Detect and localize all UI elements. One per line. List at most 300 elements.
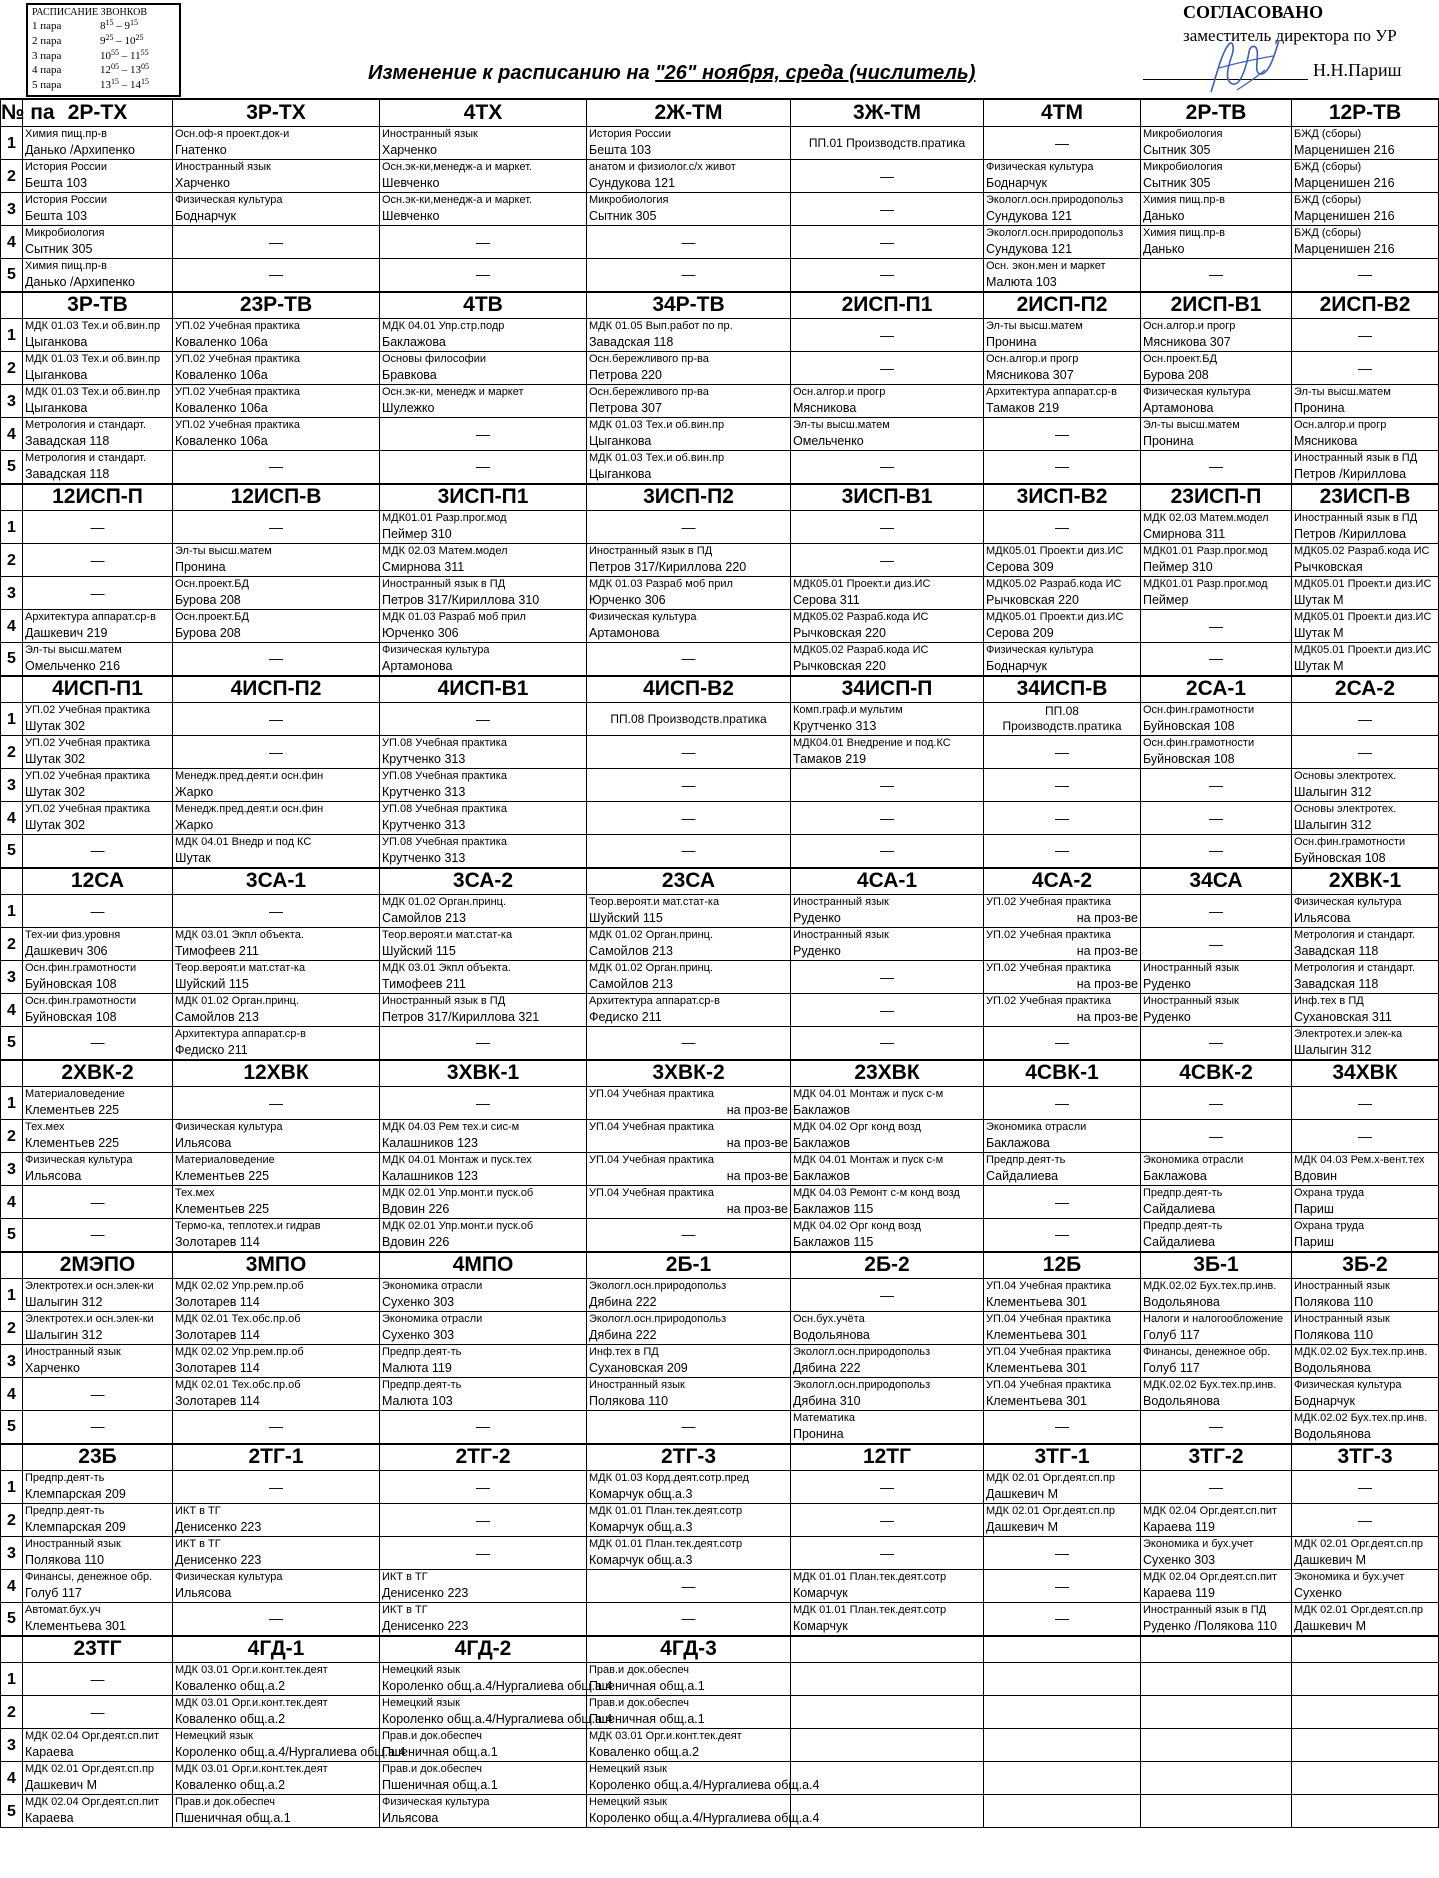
lesson-cell bbox=[984, 1762, 1141, 1795]
teacher-room: Ильясова bbox=[382, 1811, 439, 1825]
teacher-room: Коваленко общ.а.2 bbox=[175, 1712, 286, 1726]
teacher-room: Тамаков 219 bbox=[986, 401, 1060, 415]
table-row bbox=[1, 259, 1439, 292]
lesson-cell bbox=[1141, 1504, 1292, 1537]
lesson-cell bbox=[791, 1570, 984, 1603]
lesson-cell bbox=[587, 961, 791, 994]
lesson-cell bbox=[1141, 1663, 1292, 1696]
lesson-cell bbox=[984, 1504, 1141, 1537]
teacher-room: Париш bbox=[1294, 1235, 1334, 1249]
pair-number-header-blank bbox=[1, 1060, 23, 1087]
subject-name: Осн.эк-ки,менедж-а и маркет. bbox=[382, 194, 533, 206]
teacher-room: Сундукова 121 bbox=[589, 176, 676, 190]
lesson-cell bbox=[791, 1411, 984, 1444]
group-name: 34ИСП-П bbox=[791, 676, 984, 703]
subject-name: МДК05.01 Проект.и диз.ИС bbox=[1294, 578, 1432, 590]
lesson-cell bbox=[23, 352, 173, 385]
lesson-cell: — bbox=[791, 451, 984, 484]
teacher-room: Завадская 118 bbox=[1294, 977, 1379, 991]
pair-number: 2 bbox=[1, 1696, 23, 1729]
lesson-cell bbox=[984, 961, 1141, 994]
teacher-room: Голуб 117 bbox=[1143, 1361, 1200, 1375]
teacher-room: Артамонова bbox=[382, 659, 453, 673]
teacher-room: Шалыгин 312 bbox=[25, 1328, 103, 1342]
subject-name: Метрология и стандарт. bbox=[1294, 962, 1415, 974]
teacher-room: Шевченко bbox=[382, 209, 440, 223]
subject-name: МДК 01.03 Корд.деят.сотр.пред bbox=[589, 1472, 749, 1484]
subject-name: Тех-ии физ.уровня bbox=[25, 929, 121, 941]
lesson-cell bbox=[1141, 319, 1292, 352]
subject-name: Иностранный язык в ПД bbox=[382, 578, 506, 590]
teacher-room: Пеймер bbox=[1143, 593, 1189, 607]
subject-name: УП.04 Учебная практика bbox=[589, 1187, 714, 1199]
lesson-cell bbox=[380, 1312, 587, 1345]
lesson-cell: — bbox=[791, 352, 984, 385]
lesson-cell bbox=[380, 961, 587, 994]
lesson-cell bbox=[587, 1345, 791, 1378]
lesson-cell: — bbox=[984, 127, 1141, 160]
teacher-room: Шалыгин 312 bbox=[1294, 785, 1372, 799]
teacher-room: Бешта 103 bbox=[589, 143, 652, 157]
subject-name: Финансы, денежное обр. bbox=[25, 1571, 153, 1583]
lesson-cell bbox=[587, 1762, 820, 1795]
table-row bbox=[1, 1537, 1439, 1570]
lesson-cell bbox=[1292, 802, 1439, 835]
lesson-cell bbox=[380, 193, 587, 226]
group-name: 2Ж-ТМ bbox=[587, 99, 791, 127]
subject-name: Осн.алгор.и прогр bbox=[986, 353, 1079, 365]
subject-name: Экологл.осн.природопольз bbox=[589, 1280, 727, 1292]
subject-name: История России bbox=[589, 128, 671, 140]
subject-name: МДК01.01 Разр.прог.мод bbox=[382, 512, 507, 524]
teacher-room: на проз-ве bbox=[1076, 977, 1138, 991]
lesson-cell: — bbox=[23, 1696, 173, 1729]
subject-name: Осн.оф-я проект.док-и bbox=[175, 128, 290, 140]
subject-name: Физическая культура bbox=[1143, 386, 1251, 398]
table-row bbox=[1, 1570, 1439, 1603]
teacher-room: Шутак М bbox=[1294, 626, 1344, 640]
group-name: 4ТХ bbox=[380, 99, 587, 127]
group-name: 3ХВК-1 bbox=[380, 1060, 587, 1087]
teacher-room: Пшеничная общ.а.1 bbox=[175, 1811, 291, 1825]
teacher-room: Данько bbox=[1143, 242, 1185, 256]
lesson-cell: — bbox=[173, 259, 380, 292]
lesson-cell: — bbox=[23, 511, 173, 544]
practice-label: ПП.08 Производств.пратика bbox=[610, 711, 767, 726]
teacher-room: Петров /Кириллова bbox=[1294, 527, 1407, 541]
subject-name: Основы электротех. bbox=[1294, 770, 1397, 782]
teacher-room: Коваленко общ.а.2 bbox=[175, 1679, 286, 1693]
table-row bbox=[1, 127, 1439, 160]
pair-number: 3 bbox=[1, 193, 23, 226]
subject-name: Микробиология bbox=[589, 194, 669, 206]
lesson-cell bbox=[791, 928, 984, 961]
subject-name: УП.02 Учебная практика bbox=[25, 704, 150, 716]
lesson-cell bbox=[173, 1570, 380, 1603]
lesson-cell bbox=[380, 1603, 587, 1636]
table-row bbox=[1, 160, 1439, 193]
lesson-cell: — bbox=[587, 802, 791, 835]
teacher-room: Сайдалиева bbox=[1143, 1235, 1216, 1249]
subject-name: БЖД (сборы) bbox=[1294, 161, 1362, 173]
lesson-cell: — bbox=[1141, 802, 1292, 835]
subject-name: МДК 02.02 Упр.рем.пр.об bbox=[175, 1280, 304, 1292]
lesson-cell bbox=[1141, 544, 1292, 577]
group-name: 3ТГ-1 bbox=[984, 1444, 1141, 1471]
lesson-cell: — bbox=[791, 160, 984, 193]
teacher-room: Баклажов bbox=[793, 1136, 850, 1150]
lesson-cell: — bbox=[173, 643, 380, 676]
lesson-cell bbox=[1292, 511, 1439, 544]
lesson-cell: — bbox=[791, 193, 984, 226]
lesson-cell: — bbox=[23, 1378, 173, 1411]
teacher-room: Бешта 103 bbox=[25, 176, 88, 190]
lesson-cell: — bbox=[587, 226, 791, 259]
subject-name: Менедж.пред.деят.и осн.фин bbox=[175, 770, 324, 782]
lesson-cell bbox=[1292, 928, 1439, 961]
group-name: 2ИСП-П1 bbox=[791, 292, 984, 319]
group-name: 3ИСП-В1 bbox=[791, 484, 984, 511]
lesson-cell bbox=[587, 160, 791, 193]
lesson-cell bbox=[23, 1603, 173, 1636]
teacher-room: Петрова 307 bbox=[589, 401, 662, 415]
subject-name: МДК 02.01 Орг.деят.сп.пр bbox=[986, 1505, 1116, 1517]
lesson-cell bbox=[1141, 961, 1292, 994]
subject-name: Осн.проект.БД bbox=[175, 578, 249, 590]
lesson-cell bbox=[587, 1696, 791, 1729]
teacher-room: Шутак bbox=[175, 851, 211, 865]
teacher-room: Золотарев 114 bbox=[175, 1295, 260, 1309]
lesson-cell bbox=[791, 1120, 984, 1153]
teacher-room: Шуйский 115 bbox=[589, 911, 663, 925]
lesson-cell: — bbox=[173, 736, 380, 769]
pair-number: 3 bbox=[1, 1345, 23, 1378]
subject-name: Иностранный язык bbox=[589, 1379, 685, 1391]
teacher-room: Марценишен 216 bbox=[1294, 209, 1395, 223]
teacher-room: Коваленко 106а bbox=[175, 434, 268, 448]
subject-name: Экологл.осн.природопольз bbox=[793, 1346, 931, 1358]
lesson-cell: — bbox=[380, 1027, 587, 1060]
lesson-cell: — bbox=[380, 703, 587, 736]
lesson-cell bbox=[173, 769, 380, 802]
group-name: 2СА-1 bbox=[1141, 676, 1292, 703]
group-name: 2Р-ТХ bbox=[23, 99, 173, 127]
table-row bbox=[1, 451, 1439, 484]
lesson-cell: — bbox=[380, 1471, 587, 1504]
subject-name: Химия пищ.пр-в bbox=[1143, 227, 1225, 239]
teacher-room: Буйновская 108 bbox=[1143, 752, 1235, 766]
lesson-cell bbox=[380, 835, 587, 868]
group-name: 23СА bbox=[587, 868, 791, 895]
lesson-cell bbox=[984, 928, 1141, 961]
lesson-cell bbox=[791, 1378, 984, 1411]
lesson-cell: — bbox=[791, 1027, 984, 1060]
teacher-room: Артамонова bbox=[589, 626, 660, 640]
group-name: 3ИСП-П1 bbox=[380, 484, 587, 511]
lesson-cell bbox=[173, 385, 380, 418]
lesson-cell bbox=[1292, 994, 1439, 1027]
teacher-room: Короленко общ.а.4/Нургалиева общ.а.4 bbox=[382, 1679, 613, 1693]
group-name: 3ИСП-П2 bbox=[587, 484, 791, 511]
teacher-room: Буйновская 108 bbox=[1294, 851, 1386, 865]
teacher-room: Цыганкова bbox=[25, 368, 88, 382]
lesson-cell: — bbox=[984, 1537, 1141, 1570]
lesson-cell: — bbox=[23, 544, 173, 577]
subject-name: МДК 01.01 План.тек.деят.сотр bbox=[793, 1604, 947, 1616]
subject-name: Эл-ты высш.матем bbox=[1294, 386, 1391, 398]
group-name: 34ХВК bbox=[1292, 1060, 1439, 1087]
teacher-room: Завадская 118 bbox=[589, 335, 674, 349]
table-row bbox=[1, 1186, 1439, 1219]
lesson-cell: — bbox=[984, 418, 1141, 451]
teacher-room: Серова 209 bbox=[986, 626, 1054, 640]
teacher-room: Рычковская 220 bbox=[793, 659, 886, 673]
subject-name: Метрология и стандарт. bbox=[25, 419, 146, 431]
subject-name: Осн.эк-ки, менедж и маркет bbox=[382, 386, 524, 398]
table-row bbox=[1, 1795, 1439, 1828]
subject-name: МДК 01.05 Вып.работ по пр. bbox=[589, 320, 733, 332]
lesson-cell: — bbox=[173, 1411, 380, 1444]
table-row bbox=[1, 643, 1439, 676]
teacher-room: на проз-ве bbox=[1076, 944, 1138, 958]
subject-name: БЖД (сборы) bbox=[1294, 194, 1362, 206]
lesson-cell bbox=[380, 1120, 587, 1153]
teacher-room: Короленко общ.а.4/Нургалиева общ.а.4 bbox=[589, 1811, 820, 1825]
subject-name: Эл-ты высш.матем bbox=[25, 644, 122, 656]
teacher-room: Рычковская 220 bbox=[793, 626, 886, 640]
teacher-room: Дашкевич 306 bbox=[25, 944, 108, 958]
table-row bbox=[1, 352, 1439, 385]
lesson-cell: — bbox=[791, 1537, 984, 1570]
lesson-cell bbox=[173, 1795, 380, 1828]
subject-name: МДК.02.02 Бух.тех.пр.инв. bbox=[1143, 1379, 1277, 1391]
pair-number: 2 bbox=[1, 1312, 23, 1345]
group-name: 3СА-1 bbox=[173, 868, 380, 895]
subject-name: Математика bbox=[793, 1412, 855, 1424]
teacher-room: Цыганкова bbox=[25, 335, 88, 349]
lesson-cell: — bbox=[173, 1087, 380, 1120]
lesson-cell bbox=[23, 703, 173, 736]
title-date: "26" ноября, среда (числитель) bbox=[655, 62, 976, 84]
table-row bbox=[1, 1120, 1439, 1153]
teacher-room: Шутак 302 bbox=[25, 719, 86, 733]
lesson-cell bbox=[1141, 1378, 1292, 1411]
group-name: 12Б bbox=[984, 1252, 1141, 1279]
lesson-cell bbox=[791, 610, 984, 643]
lesson-cell: — bbox=[380, 1087, 587, 1120]
subject-name: УП.04 Учебная практика bbox=[986, 1280, 1111, 1292]
lesson-cell bbox=[1292, 961, 1439, 994]
subject-name: Осн.проект.БД bbox=[1143, 353, 1217, 365]
lesson-cell: — bbox=[1141, 895, 1292, 928]
subject-name: МДК05.02 Разраб.кода ИС bbox=[793, 644, 929, 656]
teacher-room: Баклажов 115 bbox=[793, 1202, 874, 1216]
pair-number: 1 bbox=[1, 319, 23, 352]
bell-pair: 3 пара bbox=[32, 49, 62, 62]
subject-name: МДК 04.01 Внедр и под КС bbox=[175, 836, 312, 848]
group-name: 4ИСП-В2 bbox=[587, 676, 791, 703]
lesson-cell bbox=[791, 1663, 984, 1696]
teacher-room: Юрченко 306 bbox=[589, 593, 666, 607]
group-name: 3МПО bbox=[173, 1252, 380, 1279]
teacher-room: Сухановская 209 bbox=[589, 1361, 688, 1375]
lesson-cell bbox=[587, 127, 791, 160]
teacher-room: Полякова 110 bbox=[1294, 1295, 1374, 1309]
teacher-room: Самойлов 213 bbox=[175, 1010, 260, 1024]
subject-name: МДК 02.04 Орг.деят.сп.пит bbox=[1143, 1505, 1278, 1517]
subject-name: Электротех.и осн.элек-ки bbox=[25, 1280, 154, 1292]
subject-name: УП.02 Учебная практика bbox=[175, 320, 300, 332]
teacher-room: Крутченко 313 bbox=[382, 752, 466, 766]
pair-number: 2 bbox=[1, 544, 23, 577]
subject-name: МДК05.02 Разраб.кода ИС bbox=[793, 611, 929, 623]
teacher-room: Сытник 305 bbox=[1143, 176, 1211, 190]
subject-name: Иностранный язык bbox=[1143, 962, 1239, 974]
teacher-room: Бешта 103 bbox=[25, 209, 88, 223]
lesson-cell: — bbox=[1141, 1411, 1292, 1444]
lesson-cell: — bbox=[984, 802, 1141, 835]
subject-name: УП.08 Учебная практика bbox=[382, 770, 507, 782]
pair-number-header-blank bbox=[1, 292, 23, 319]
lesson-cell bbox=[984, 703, 1141, 736]
lesson-cell: — bbox=[791, 961, 984, 994]
teacher-room: Буйновская 108 bbox=[1143, 719, 1235, 733]
subject-name: Архитектура аппарат.ср-в bbox=[986, 386, 1117, 398]
subject-name: МДК 02.01 Упр.монт.и пуск.об bbox=[382, 1220, 534, 1232]
lesson-cell: — bbox=[1292, 319, 1439, 352]
lesson-cell bbox=[1141, 418, 1292, 451]
group-header-row bbox=[1, 1444, 1439, 1471]
subject-name: Иностранный язык bbox=[25, 1538, 121, 1550]
table-row bbox=[1, 544, 1439, 577]
lesson-cell bbox=[173, 1345, 380, 1378]
teacher-room: Сайдалиева bbox=[986, 1169, 1059, 1183]
group-name: 23ИСП-В bbox=[1292, 484, 1439, 511]
teacher-room: Шутак М bbox=[1294, 593, 1344, 607]
subject-name: Физическая культура bbox=[986, 161, 1094, 173]
lesson-cell bbox=[984, 1312, 1141, 1345]
subject-name: Экономика отрасли bbox=[1143, 1154, 1244, 1166]
subject-name: Осн.бережливого пр-ва bbox=[589, 386, 709, 398]
subject-name: МДК 04.01 Упр.стр.подр bbox=[382, 320, 505, 332]
pair-number: 5 bbox=[1, 1027, 23, 1060]
lesson-cell bbox=[984, 643, 1141, 676]
pair-number-header-blank bbox=[1, 868, 23, 895]
table-row bbox=[1, 961, 1439, 994]
group-name: 23Б bbox=[23, 1444, 173, 1471]
lesson-cell bbox=[1292, 1153, 1439, 1186]
subject-name: МДК 04.02 Орг конд возд bbox=[793, 1220, 921, 1232]
lesson-cell: — bbox=[984, 1027, 1141, 1060]
table-row bbox=[1, 1312, 1439, 1345]
table-row bbox=[1, 802, 1439, 835]
group-header-row bbox=[1, 1636, 1439, 1663]
teacher-room: Марценишен 216 bbox=[1294, 176, 1395, 190]
subject-name: МДК 04.02 Орг конд возд bbox=[793, 1121, 921, 1133]
pair-number: 3 bbox=[1, 577, 23, 610]
subject-name: МДК 02.04 Орг.деят.сп.пит bbox=[25, 1796, 160, 1808]
teacher-room: Короленко общ.а.4/Нургалиева общ.а.4 bbox=[382, 1712, 613, 1726]
lesson-cell: — bbox=[587, 511, 791, 544]
lesson-cell bbox=[23, 193, 173, 226]
lesson-cell bbox=[380, 511, 587, 544]
lesson-cell bbox=[984, 1729, 1141, 1762]
pair-number-header-blank bbox=[1, 1252, 23, 1279]
subject-name: Физическая культура bbox=[382, 644, 490, 656]
lesson-cell bbox=[1141, 1345, 1292, 1378]
group-name: 3Р-ТХ bbox=[173, 99, 380, 127]
teacher-room: Крутченко 313 bbox=[382, 851, 466, 865]
subject-name: Экологл.осн.природопольз bbox=[986, 227, 1124, 239]
pair-number: 2 bbox=[1, 160, 23, 193]
lesson-cell: — bbox=[587, 1570, 791, 1603]
pair-number-header-blank bbox=[1, 1636, 23, 1663]
teacher-room: Дябина 222 bbox=[589, 1295, 657, 1309]
table-row bbox=[1, 1345, 1439, 1378]
subject-name: Инф.тех в ПД bbox=[1294, 995, 1364, 1007]
teacher-room: на проз-ве bbox=[726, 1136, 788, 1150]
lesson-cell: — bbox=[1141, 769, 1292, 802]
group-name: 12ХВК bbox=[173, 1060, 380, 1087]
teacher-room: Федиско 211 bbox=[589, 1010, 662, 1024]
teacher-room: Мясникова bbox=[1294, 434, 1358, 448]
group-header-row bbox=[1, 868, 1439, 895]
lesson-cell bbox=[1141, 1219, 1292, 1252]
lesson-cell bbox=[173, 577, 380, 610]
lesson-cell: — bbox=[173, 1471, 380, 1504]
lesson-cell: — bbox=[587, 643, 791, 676]
lesson-cell bbox=[380, 1570, 587, 1603]
subject-name: Прав.и док.обеспеч bbox=[382, 1763, 482, 1775]
subject-name: УП.04 Учебная практика bbox=[986, 1379, 1111, 1391]
table-row bbox=[1, 994, 1439, 1027]
bell-row bbox=[32, 49, 175, 64]
table-row bbox=[1, 226, 1439, 259]
group-name: 34ИСП-В bbox=[984, 676, 1141, 703]
teacher-room: Пшеничная общ.а.1 bbox=[382, 1778, 498, 1792]
subject-name: Физическая культура bbox=[1294, 1379, 1402, 1391]
lesson-cell bbox=[1292, 418, 1439, 451]
lesson-cell bbox=[1292, 577, 1439, 610]
subject-name: Иностранный язык bbox=[793, 929, 889, 941]
teacher-room: Боднарчук bbox=[986, 176, 1047, 190]
lesson-cell bbox=[587, 1537, 791, 1570]
subject-name: МДК 02.04 Орг.деят.сп.пит bbox=[1143, 1571, 1278, 1583]
subject-name: МДК 02.01 Тех.обс.пр.об bbox=[175, 1379, 301, 1391]
lesson-cell bbox=[380, 1378, 587, 1411]
subject-name: МДК 02.01 Орг.деят.сп.пр bbox=[25, 1763, 155, 1775]
teacher-room: Пронина bbox=[175, 560, 226, 574]
lesson-cell bbox=[984, 352, 1141, 385]
lesson-cell bbox=[173, 1312, 380, 1345]
lesson-cell bbox=[984, 385, 1141, 418]
subject-name: МДК.02.02 Бух.тех.пр.инв. bbox=[1294, 1412, 1428, 1424]
subject-name: Прав.и док.обеспеч bbox=[175, 1796, 275, 1808]
subject-name: Иностранный язык bbox=[793, 896, 889, 908]
subject-name: МДК05.01 Проект.и диз.ИС bbox=[986, 611, 1124, 623]
lesson-cell: — bbox=[1141, 1471, 1292, 1504]
signature-icon bbox=[1203, 34, 1283, 98]
subject-name: Физическая культура bbox=[382, 1796, 490, 1808]
page-title bbox=[368, 62, 975, 85]
group-name: 2ИСП-В1 bbox=[1141, 292, 1292, 319]
subject-name: История России bbox=[25, 161, 107, 173]
lesson-cell bbox=[1292, 835, 1439, 868]
bell-pair: 1 пара bbox=[32, 20, 62, 32]
lesson-cell: — bbox=[1292, 352, 1439, 385]
teacher-room: на проз-ве bbox=[726, 1169, 788, 1183]
subject-name: УП.02 Учебная практика bbox=[25, 737, 150, 749]
